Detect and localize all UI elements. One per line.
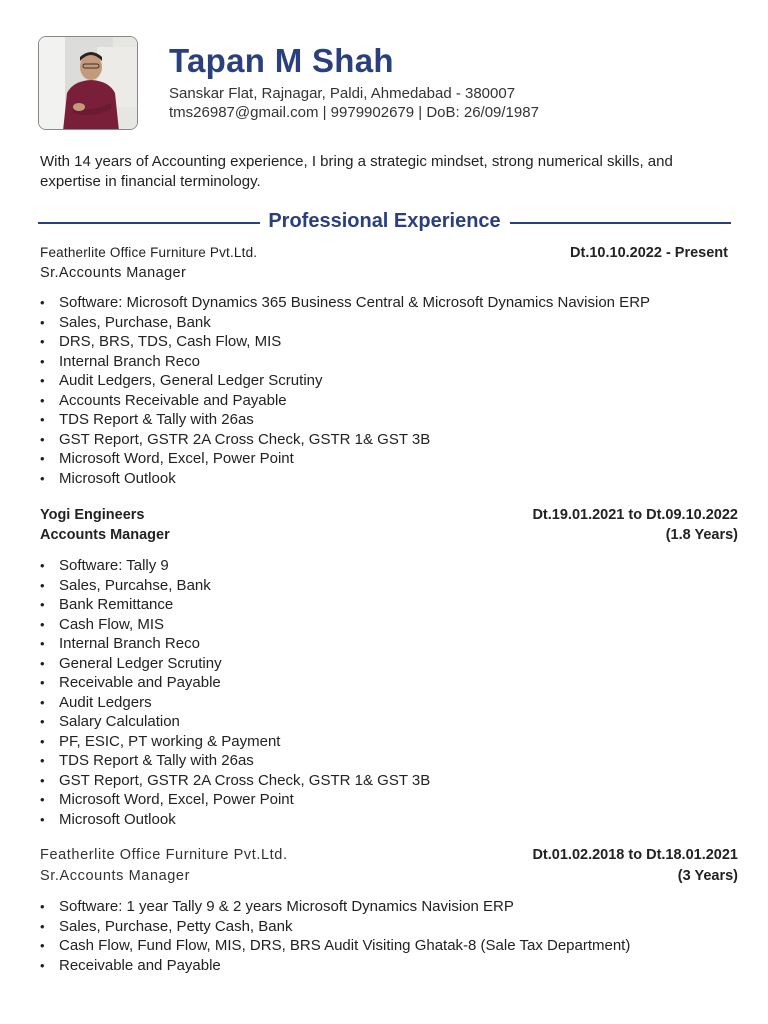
job-dates: Dt.19.01.2021 to Dt.09.10.2022 [532,507,738,523]
list-item: • Cash Flow, Fund Flow, MIS, DRS, BRS Audit Visiting Ghatak-8 (Sale Tax Department) [40,936,730,956]
list-item: • TDS Report & Tally with 26as [40,410,730,430]
contact-details: tms26987@gmail.com | 9979902679 | DoB: 26/09/1987 [169,104,539,121]
list-item: • Accounts Receivable and Payable [40,391,730,411]
list-item: • PF, ESIC, PT working & Payment [40,732,730,752]
list-item: • Internal Branch Reco [40,352,730,372]
profile-photo [38,36,138,130]
job-duties-list [40,556,730,829]
list-item: • Microsoft Outlook [40,469,730,489]
job-role: Sr.Accounts Manager [40,867,191,884]
list-item: • Microsoft Word, Excel, Power Point [40,449,730,469]
address: Sanskar Flat, Rajnagar, Paldi, Ahmedabad - 380007 [169,85,516,102]
job-role: Accounts Manager [40,526,170,543]
list-item: • Sales, Purchase, Bank [40,313,730,333]
job-duration: (1.8 Years) [665,526,738,543]
list-item: • Software: 1 year Tally 9 & 2 years Microsoft Dynamics Navision ERP [40,897,730,917]
list-item: • Sales, Purcahse, Bank [40,576,730,596]
list-item: • Receivable and Payable [40,956,730,976]
job-role-row [40,265,738,285]
section-title: Professional Experience [268,210,501,232]
job-duties-list [40,897,730,975]
job-role-row [40,527,738,547]
company-name: Featherlite Office Furniture Pvt.Ltd. [40,847,288,863]
job-entry [40,507,738,546]
job-dates: Dt.10.10.2022 - Present [570,245,728,261]
job-header-row [40,507,738,527]
job-role-row [40,868,738,888]
list-item: • General Ledger Scrutiny [40,654,730,674]
list-item: • DRS, BRS, TDS, Cash Flow, MIS [40,332,730,352]
company-name: Featherlite Office Furniture Pvt.Ltd. [40,245,258,260]
job-duration: (3 Years) [677,867,738,884]
job-entry [40,245,738,284]
profile-photo-image [39,37,138,130]
job-duties-list [40,293,730,488]
section-heading [38,210,731,236]
list-item: • Bank Remittance [40,595,730,615]
list-item: • Software: Tally 9 [40,556,730,576]
list-item: • TDS Report & Tally with 26as [40,751,730,771]
list-item: • Microsoft Outlook [40,810,730,830]
list-item: • Receivable and Payable [40,673,730,693]
job-entry [40,847,738,887]
list-item: • Cash Flow, MIS [40,615,730,635]
list-item: • Internal Branch Reco [40,634,730,654]
heading-rule-right [510,222,731,224]
job-role: Sr.Accounts Manager [40,264,187,281]
list-item: • Audit Ledgers, General Ledger Scrutiny [40,371,730,391]
list-item: • Salary Calculation [40,712,730,732]
job-header-row [40,245,738,265]
job-dates: Dt.01.02.2018 to Dt.18.01.2021 [532,847,738,863]
job-header-row [40,847,738,867]
list-item: • Sales, Purchase, Petty Cash, Bank [40,917,730,937]
candidate-name: Tapan M Shah [169,42,394,79]
list-item: • Microsoft Word, Excel, Power Point [40,790,730,810]
list-item: • Software: Microsoft Dynamics 365 Business Central & Microsoft Dynamics Navision ERP [40,293,730,313]
summary: With 14 years of Accounting experience, I bring a strategic mindset, strong numerical skills, and expertise in financial terminology. [40,153,673,190]
list-item: • Audit Ledgers [40,693,730,713]
company-name: Yogi Engineers [40,507,145,523]
list-item: • GST Report, GSTR 2A Cross Check, GSTR 1& GST 3B [40,430,730,450]
list-item: • GST Report, GSTR 2A Cross Check, GSTR 1& GST 3B [40,771,730,791]
